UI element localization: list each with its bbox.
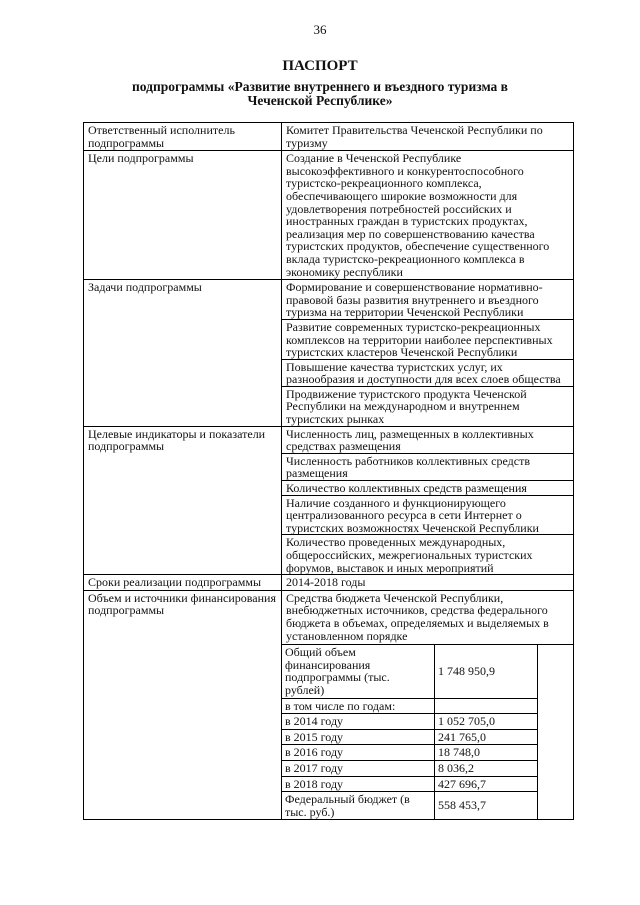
finance-row-label: Федеральный бюджет (в тыс. руб.) (282, 792, 435, 820)
finance-table (282, 645, 538, 819)
page-number: 36 (313, 22, 327, 37)
finance-row-label: в 2014 году (282, 714, 435, 730)
finance-row (282, 776, 538, 792)
finance-row-label: в 2017 году (282, 760, 435, 776)
goals-value: Создание в Чеченской Республике высокоэффективного и конкурентоспособного туристско-рекреационного комплекса, обеспечивающего широкие возможности для удовлетворения потребностей российских и иностранных граждан в туристских продуктах, реализация мер по совершенствованию качества туристских продуктов, обеспечение существенного вклада туристско-рекреационного комплекса в экономику республики (282, 151, 574, 280)
indicator-item: Численность лиц, размещенных в коллективных средствах размещения (282, 427, 573, 454)
indicators-list (282, 426, 574, 575)
indicator-item: Количество проведенных международных, общероссийских, межрегиональных туристских форумов, выставок и иных мероприятий (286, 535, 533, 575)
finance-row (282, 745, 538, 761)
finance-row-value: 18 748,0 (435, 745, 538, 761)
finance-row-label: в том числе по годам: (282, 698, 435, 714)
finance-row-label: в 2015 году (282, 729, 435, 745)
finance-row (282, 645, 538, 698)
terms-label: Сроки реализации подпрограммы (84, 575, 282, 591)
finance-row (282, 760, 538, 776)
indicator-item: Наличие созданного и функционирующего централизованного ресурса в сети Интернет о туристских возможностях Чеченской Республики (282, 496, 573, 536)
passport-table (83, 122, 574, 820)
finance-row (282, 714, 538, 730)
executor-value: Комитет Правительства Чеченской Республики по туризму (282, 123, 574, 151)
indicators-label: Целевые индикаторы и показатели подпрограммы (84, 426, 282, 575)
finance-text: Средства бюджета Чеченской Республики, внебюджетных источников, средства федерального бюджета в объемах, определяемых и выделяемых в установленном порядке (282, 591, 573, 645)
goals-label: Цели подпрограммы (84, 151, 282, 280)
task-item: Повышение качества туристских услуг, их разнообразия и доступности для всех слоев общества (282, 360, 573, 387)
finance-row (282, 792, 538, 820)
finance-label: Объем и источники финансирования подпрограммы (84, 590, 282, 820)
finance-row-value: 241 765,0 (435, 729, 538, 745)
finance-row-label: в 2018 году (282, 776, 435, 792)
finance-row-value: 1 052 705,0 (435, 714, 538, 730)
tasks-label: Задачи подпрограммы (84, 280, 282, 427)
finance-row-value: 427 696,7 (435, 776, 538, 792)
finance-row-value: 558 453,7 (435, 792, 538, 820)
task-item: Продвижение туристского продукта Чеченской Республики на международном и внутреннем туристских рынках (286, 386, 527, 427)
terms-value: 2014-2018 годы (282, 575, 574, 591)
indicator-item: Количество коллективных средств размещения (282, 481, 573, 496)
finance-row-value (435, 698, 538, 714)
finance-row-value: 1 748 950,9 (435, 645, 538, 698)
finance-row-value: 8 036,2 (435, 760, 538, 776)
finance-row (282, 729, 538, 745)
table-row (84, 575, 574, 591)
task-item: Формирование и совершенствование нормативно-правовой базы развития внутреннего и въездного туризма на территории Чеченской Республики (282, 280, 573, 320)
finance-row-label: в 2016 году (282, 745, 435, 761)
table-row (84, 123, 574, 151)
task-item: Развитие современных туристско-рекреационных комплексов на территории наиболее перспективных туристских кластеров Чеченской Республики (282, 320, 573, 360)
table-row (84, 151, 574, 280)
table-row (84, 426, 574, 575)
document-title: ПАСПОРТ (282, 58, 358, 74)
table-row (84, 590, 574, 820)
tasks-list (282, 280, 574, 427)
document-subtitle: подпрограммы «Развитие внутреннего и въездного туризма в Чеченской Республике» (132, 79, 508, 108)
indicator-item: Численность работников коллективных средств размещения (282, 454, 573, 481)
finance-row (282, 698, 538, 714)
executor-label: Ответственный исполнитель подпрограммы (84, 123, 282, 151)
finance-row-label: Общий объем финансирования подпрограммы (тыс. рублей) (282, 645, 435, 698)
table-row (84, 280, 574, 427)
finance-cell (282, 590, 574, 820)
